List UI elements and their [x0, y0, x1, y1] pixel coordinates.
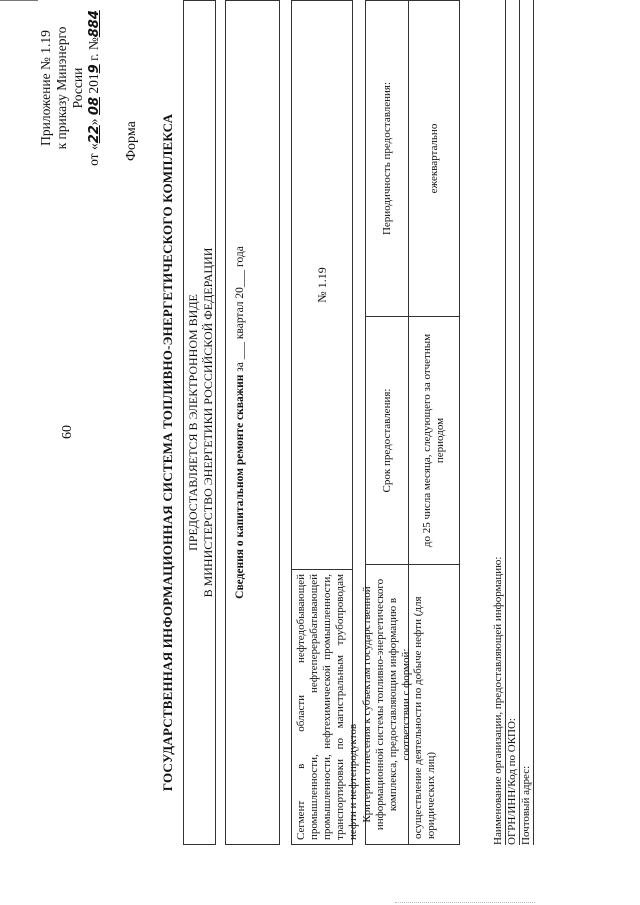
appendix-order-ref: к приказу Минэнерго России	[54, 26, 85, 150]
submission-line-2: В МИНИСТЕРСТВО ЭНЕРГЕТИКИ РОССИЙСКОЙ ФЕДЕРАЦИИ	[201, 247, 215, 598]
criteria-header: Критерии отнесения к субъектам государственной информационной системы топливно-энергетического комплекса, предоставляющим информацию в соответствии с формой:	[366, 564, 409, 844]
report-title-box	[225, 0, 280, 845]
criteria-value: осуществление деятельности по добыче нефти (для юридических лиц)	[409, 564, 459, 844]
submission-line-1: ПРЕДОСТАВЛЯЕТСЯ В ЭЛЕКТРОННОМ ВИДЕ	[186, 294, 200, 551]
frequency-header: Периодичность предоставления:	[366, 1, 409, 316]
frequency-value: ежеквартально	[427, 123, 440, 194]
segment-table	[291, 0, 359, 845]
deadline-header: Срок предоставления:	[366, 316, 409, 564]
page-number: 60	[60, 425, 75, 439]
main-title: ГОСУДАРСТВЕННАЯ ИНФОРМАЦИОННАЯ СИСТЕМА ТОПЛИВНО-ЭНЕРГЕТИЧЕСКОГО КОМПЛЕКСА	[160, 113, 175, 792]
respondent-info	[492, 0, 534, 845]
handwritten-month: 08	[87, 96, 102, 116]
form-label: Форма	[124, 121, 139, 161]
organization-name-line: Наименование организации, предоставляющей информацию:	[492, 0, 506, 845]
report-title-text: Сведения о капитальном ремонте скважин	[234, 374, 246, 599]
handwritten-year-digit: 9	[87, 64, 102, 74]
appendix-number: Приложение № 1.19	[38, 30, 53, 146]
report-title	[234, 1, 246, 844]
postal-address-line: Почтовый адрес:	[520, 0, 534, 845]
form-number: № 1.19	[314, 267, 329, 303]
submission-box	[183, 0, 216, 845]
scan-bottom-dots	[395, 902, 535, 904]
ogrn-inn-okpo-line: ОГРН/ИНН/Код по ОКПО:	[506, 0, 520, 845]
deadline-value: до 25 числа месяца, следующего за отчетным периодом	[409, 316, 459, 564]
appendix-date-line: от «22» 08 2019 г. №884	[86, 10, 102, 166]
handwritten-day: 22	[87, 125, 102, 144]
report-period: за ___ квартал 20___ года	[234, 246, 246, 372]
segment-description: Сегмент в области нефтедобывающей промышленности, нефтеперерабатывающей промышленности, нефтехимической промышленности, транспортировки по магистральным трубопроводам нефти и нефтепродуктов	[292, 569, 352, 844]
handwritten-order-number: 884	[87, 10, 102, 38]
appendix-header	[38, 8, 103, 168]
criteria-table	[361, 0, 460, 845]
